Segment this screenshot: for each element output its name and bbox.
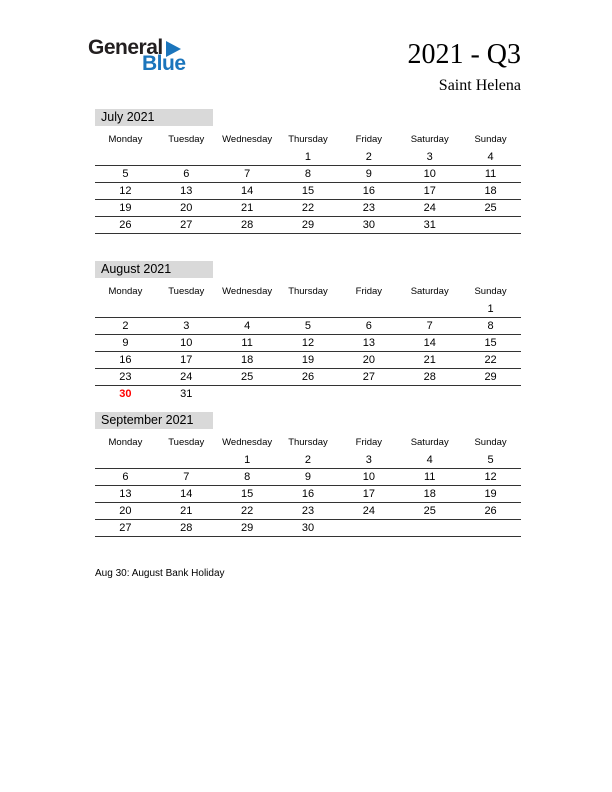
- weekday-label-wednesday: Wednesday: [222, 286, 273, 297]
- day-23: 23: [362, 202, 375, 214]
- day-23: 23: [119, 371, 132, 383]
- day-29: 29: [241, 522, 254, 534]
- day-8: 8: [487, 320, 494, 332]
- day-18: 18: [423, 488, 436, 500]
- day-11: 11: [241, 337, 253, 349]
- day-18: 18: [484, 185, 497, 197]
- weekday-label-monday: Monday: [108, 437, 143, 448]
- weekday-label-saturday: Saturday: [410, 134, 449, 145]
- month-title: September 2021: [95, 412, 213, 429]
- day-5: 5: [122, 168, 129, 180]
- day-9: 9: [365, 168, 372, 180]
- weekday-label-monday: Monday: [108, 134, 143, 145]
- day-empty: [399, 386, 460, 403]
- month-september: [95, 412, 521, 537]
- day-1: 1: [244, 454, 251, 466]
- day-26: 26: [484, 505, 497, 517]
- weekday-label-friday: Friday: [355, 134, 383, 145]
- day-16: 16: [362, 185, 375, 197]
- weekday-label-saturday: Saturday: [410, 286, 449, 297]
- day-5: 5: [487, 454, 494, 466]
- day-empty: [278, 386, 339, 403]
- day-22: 22: [484, 354, 497, 366]
- day-17: 17: [423, 185, 436, 197]
- week-row: [95, 386, 521, 403]
- day-16: 16: [119, 354, 132, 366]
- weekday-label-wednesday: Wednesday: [222, 134, 273, 145]
- week-row: [95, 166, 521, 183]
- weekday-header-row: [95, 435, 521, 450]
- week-row: [95, 149, 521, 166]
- day-21: 21: [180, 505, 193, 517]
- logo-text-general: General: [88, 36, 163, 59]
- weekday-label-friday: Friday: [355, 437, 383, 448]
- day-empty: [156, 452, 217, 468]
- day-empty: [399, 301, 460, 317]
- day-28: 28: [423, 371, 436, 383]
- day-empty: [338, 386, 399, 403]
- day-16: 16: [301, 488, 315, 500]
- day-empty: [278, 301, 339, 317]
- week-row: [95, 369, 521, 386]
- day-11: 11: [424, 471, 436, 483]
- month-title: July 2021: [95, 109, 213, 126]
- holiday-footnote: Aug 30: August Bank Holiday: [95, 568, 225, 579]
- day-empty: [399, 520, 460, 536]
- day-6: 6: [122, 471, 129, 483]
- day-3: 3: [183, 320, 190, 332]
- day-12: 12: [119, 185, 132, 197]
- month-title: August 2021: [95, 261, 213, 278]
- day-26: 26: [119, 219, 132, 231]
- day-8: 8: [304, 168, 312, 180]
- day-24: 24: [180, 371, 193, 383]
- day-27: 27: [180, 219, 193, 231]
- day-22: 22: [241, 505, 254, 517]
- day-12: 12: [301, 337, 315, 349]
- day-1: 1: [487, 303, 494, 315]
- day-14: 14: [180, 488, 193, 500]
- day-13: 13: [119, 488, 132, 500]
- day-3: 3: [365, 454, 372, 466]
- quarter-title: 2021 - Q3: [407, 39, 521, 70]
- day-30: 30: [301, 522, 315, 534]
- weekday-label-tuesday: Tuesday: [168, 134, 205, 145]
- day-10: 10: [180, 337, 193, 349]
- day-25: 25: [241, 371, 254, 383]
- day-empty: [156, 149, 217, 165]
- day-21: 21: [241, 202, 254, 214]
- day-28: 28: [180, 522, 193, 534]
- day-6: 6: [365, 320, 372, 332]
- weekday-label-tuesday: Tuesday: [168, 437, 205, 448]
- day-empty: [217, 386, 278, 403]
- weekday-label-tuesday: Tuesday: [168, 286, 205, 297]
- day-12: 12: [484, 471, 497, 483]
- day-20: 20: [362, 354, 375, 366]
- day-7: 7: [183, 471, 190, 483]
- day-23: 23: [301, 505, 315, 517]
- day-empty: [217, 301, 278, 317]
- weekday-label-wednesday: Wednesday: [222, 437, 273, 448]
- day-18: 18: [241, 354, 254, 366]
- week-row: [95, 520, 521, 537]
- day-6: 6: [183, 168, 190, 180]
- day-10: 10: [423, 168, 436, 180]
- day-14: 14: [241, 185, 254, 197]
- day-25: 25: [423, 505, 436, 517]
- day-8: 8: [244, 471, 251, 483]
- month-august: [95, 261, 521, 403]
- day-21: 21: [423, 354, 436, 366]
- day-7: 7: [426, 320, 433, 332]
- day-11: 11: [484, 168, 497, 180]
- day-empty: [460, 520, 521, 536]
- day-13: 13: [362, 337, 375, 349]
- weekday-label-sunday: Sunday: [474, 134, 507, 145]
- week-row: [95, 452, 521, 469]
- weekday-label-friday: Friday: [355, 286, 383, 297]
- day-27: 27: [362, 371, 375, 383]
- day-4: 4: [487, 151, 494, 163]
- weekday-label-saturday: Saturday: [410, 437, 449, 448]
- day-empty: [95, 149, 156, 165]
- day-4: 4: [244, 320, 251, 332]
- day-1: 1: [304, 151, 312, 163]
- day-empty: [217, 149, 278, 165]
- day-19: 19: [484, 488, 497, 500]
- day-30: 30: [362, 219, 375, 231]
- day-2: 2: [365, 151, 372, 163]
- week-row: [95, 503, 521, 520]
- day-26: 26: [301, 371, 315, 383]
- day-25: 25: [484, 202, 497, 214]
- general-blue-logo: [88, 38, 208, 73]
- day-17: 17: [362, 488, 375, 500]
- day-5: 5: [304, 320, 312, 332]
- weekday-label-thursday: Thursday: [288, 134, 328, 145]
- week-row: [95, 217, 521, 234]
- day-24: 24: [423, 202, 436, 214]
- day-29: 29: [484, 371, 497, 383]
- day-29: 29: [301, 219, 315, 231]
- weekday-header-row: [95, 284, 521, 299]
- day-27: 27: [119, 522, 132, 534]
- day-empty: [338, 520, 399, 536]
- day-15: 15: [484, 337, 497, 349]
- day-14: 14: [423, 337, 436, 349]
- day-9: 9: [304, 471, 312, 483]
- day-30: 30: [119, 388, 132, 400]
- logo-text-blue: Blue: [142, 52, 186, 75]
- day-empty: [156, 301, 217, 317]
- week-row: [95, 352, 521, 369]
- day-4: 4: [426, 454, 433, 466]
- day-22: 22: [301, 202, 315, 214]
- weekday-label-monday: Monday: [108, 286, 143, 297]
- month-july: [95, 109, 521, 234]
- day-3: 3: [426, 151, 433, 163]
- day-19: 19: [301, 354, 315, 366]
- day-15: 15: [241, 488, 254, 500]
- day-empty: [460, 386, 521, 403]
- weekday-label-sunday: Sunday: [474, 286, 507, 297]
- day-19: 19: [119, 202, 132, 214]
- weekday-label-thursday: Thursday: [288, 286, 328, 297]
- day-28: 28: [241, 219, 254, 231]
- weekday-label-thursday: Thursday: [288, 437, 328, 448]
- day-9: 9: [122, 337, 129, 349]
- day-13: 13: [180, 185, 193, 197]
- day-15: 15: [301, 185, 315, 197]
- day-empty: [95, 301, 156, 317]
- day-17: 17: [180, 354, 193, 366]
- day-20: 20: [180, 202, 193, 214]
- day-31: 31: [423, 219, 436, 231]
- week-row: [95, 318, 521, 335]
- week-row: [95, 301, 521, 318]
- day-empty: [460, 217, 521, 233]
- day-20: 20: [119, 505, 132, 517]
- region-subtitle: Saint Helena: [438, 77, 521, 94]
- week-row: [95, 486, 521, 503]
- week-row: [95, 469, 521, 486]
- day-31: 31: [180, 388, 193, 400]
- day-empty: [338, 301, 399, 317]
- day-10: 10: [362, 471, 375, 483]
- day-24: 24: [362, 505, 375, 517]
- day-2: 2: [122, 320, 129, 332]
- weekday-label-sunday: Sunday: [474, 437, 507, 448]
- week-row: [95, 183, 521, 200]
- weekday-header-row: [95, 132, 521, 147]
- week-row: [95, 335, 521, 352]
- day-empty: [95, 452, 156, 468]
- day-7: 7: [244, 168, 251, 180]
- day-2: 2: [304, 454, 312, 466]
- week-row: [95, 200, 521, 217]
